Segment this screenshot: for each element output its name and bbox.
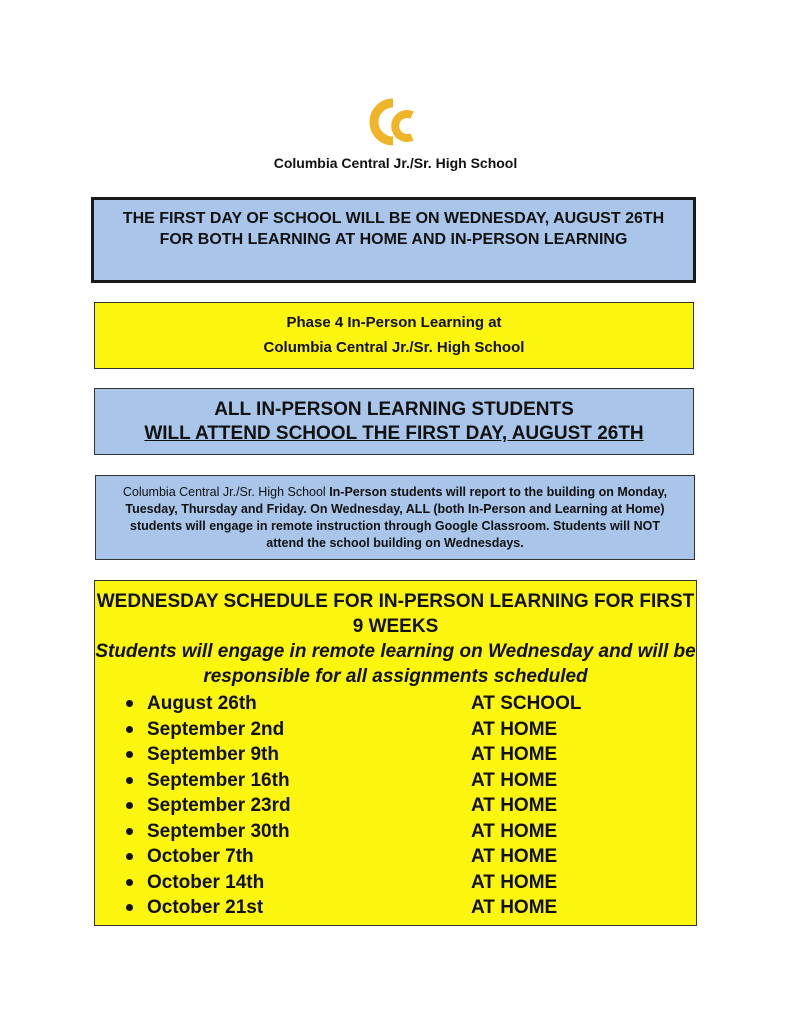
- attendance-line-2: WILL ATTEND SCHOOL THE FIRST DAY, AUGUST 26TH: [144, 423, 644, 444]
- schedule-date: October 7th: [147, 846, 254, 867]
- details-notice: [95, 475, 695, 560]
- phase-line-2: Columbia Central Jr./Sr. High School: [263, 339, 525, 356]
- schedule-item: [95, 870, 696, 896]
- schedule-location: AT HOME: [471, 897, 558, 918]
- schedule-date: August 26th: [147, 693, 257, 714]
- school-name: Columbia Central Jr./Sr. High School: [273, 155, 518, 171]
- schedule-location: AT SCHOOL: [471, 693, 582, 714]
- schedule-location: AT HOME: [471, 718, 558, 740]
- schedule-location: AT HOME: [471, 744, 558, 765]
- schedule-item: [95, 691, 696, 717]
- schedule-item: [95, 742, 696, 768]
- first-day-notice: [91, 197, 696, 283]
- school-logo: [366, 95, 418, 149]
- bullet-icon: [126, 853, 133, 860]
- schedule-date: September 16th: [147, 769, 290, 791]
- phase-line-1: Phase 4 In-Person Learning at: [286, 314, 502, 331]
- bullet-icon: [126, 751, 133, 758]
- schedule-date: September 30th: [147, 820, 290, 842]
- schedule-item: [95, 768, 696, 794]
- schedule-location: AT HOME: [471, 846, 558, 867]
- schedule-item: [95, 895, 696, 921]
- schedule-location: AT HOME: [471, 795, 558, 816]
- details-bold-text: In-Person students will report to the building on Monday, Tuesday, Thursday and Friday. On Wednesday, ALL (both In-Person and Learning at Home) students will engage in remote instruction through Google Classroom. Students will NOT attend the school building on Wednesdays.: [125, 485, 668, 550]
- bullet-icon: [126, 828, 133, 835]
- first-day-line-2: FOR BOTH LEARNING AT HOME AND IN-PERSON LEARNING: [159, 231, 628, 248]
- schedule-location: AT HOME: [471, 820, 558, 842]
- bullet-icon: [126, 879, 133, 886]
- bullet-icon: [126, 904, 133, 911]
- wednesday-schedule: [94, 580, 697, 926]
- bullet-icon: [126, 802, 133, 809]
- details-plain-text: Columbia Central Jr./Sr. High School: [122, 485, 330, 499]
- schedule-item: [95, 793, 696, 819]
- first-day-line-1: THE FIRST DAY OF SCHOOL WILL BE ON WEDNESDAY, AUGUST 26TH: [122, 210, 665, 227]
- bullet-icon: [126, 726, 133, 733]
- schedule-item: [95, 717, 696, 743]
- schedule-date: September 23rd: [147, 795, 291, 816]
- schedule-date: September 2nd: [147, 718, 285, 740]
- schedule-date: October 14th: [147, 871, 265, 893]
- schedule-location: AT HOME: [471, 769, 558, 791]
- phase-notice: [94, 302, 694, 369]
- bullet-icon: [126, 777, 133, 784]
- attendance-notice: [94, 388, 694, 455]
- schedule-subheading: Students will engage in remote learning on Wednesday and will be responsible for all assignments scheduled: [95, 641, 696, 687]
- bullet-icon: [126, 700, 133, 707]
- logo-text: CC: [366, 95, 368, 96]
- schedule-item: [95, 819, 696, 845]
- attendance-line-1: ALL IN-PERSON LEARNING STUDENTS: [214, 399, 574, 420]
- schedule-list: [95, 691, 696, 921]
- schedule-item: [95, 844, 696, 870]
- schedule-date: October 21st: [147, 897, 264, 918]
- schedule-date: September 9th: [147, 744, 279, 765]
- schedule-location: AT HOME: [471, 871, 558, 893]
- schedule-heading: WEDNESDAY SCHEDULE FOR IN-PERSON LEARNING FOR FIRST 9 WEEKS: [96, 591, 695, 637]
